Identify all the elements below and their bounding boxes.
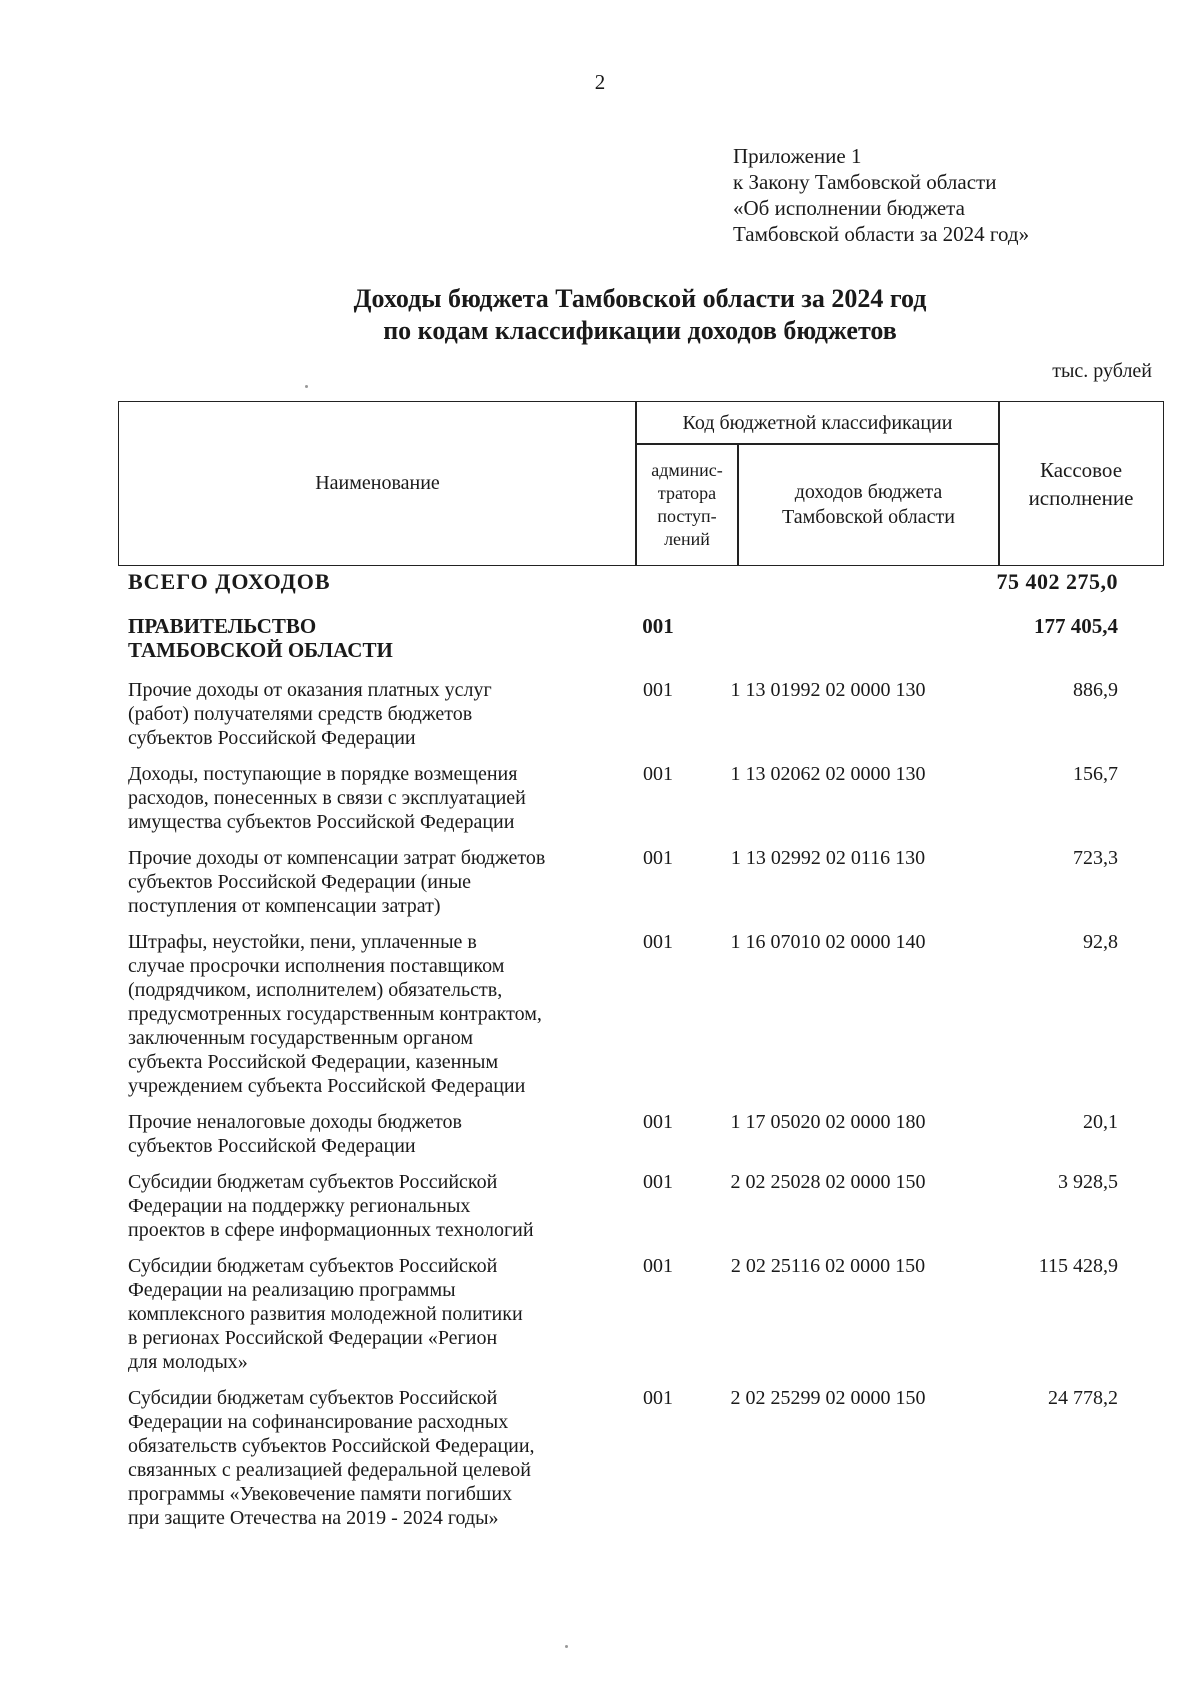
appendix-line: Тамбовской области за 2024 год» xyxy=(733,222,1030,246)
table-row xyxy=(128,1170,1152,1242)
row-name-line: учреждением субъекта Российской Федерации xyxy=(128,1075,526,1097)
page-number: 2 xyxy=(594,70,606,94)
row-name-line: Доходы, поступающие в порядке возмещения xyxy=(128,763,518,785)
row-name-line: Субсидии бюджетам субъектов Российской xyxy=(128,1387,498,1409)
header-line: поступ- xyxy=(657,505,717,526)
group-name xyxy=(128,614,608,662)
row-name-line: поступления от компенсации затрат) xyxy=(128,895,441,917)
row-revenue-code: 2 02 25116 02 0000 150 xyxy=(730,1255,926,1277)
page-title xyxy=(0,283,1200,347)
row-name xyxy=(128,678,608,750)
row-value: 886,9 xyxy=(1073,679,1118,701)
row-name-line: случае просрочки исполнения поставщиком xyxy=(128,955,505,977)
row-name-line: предусмотренных государственным контрактом, xyxy=(128,1003,542,1025)
row-value: 3 928,5 xyxy=(1058,1171,1118,1193)
total-value: 75 402 275,0 xyxy=(996,569,1118,594)
group-admin-code: 001 xyxy=(642,614,674,638)
row-revenue-code: 1 13 02992 02 0116 130 xyxy=(730,847,926,869)
row-name-line: Субсидии бюджетам субъектов Российской xyxy=(128,1255,498,1277)
row-admin-code: 001 xyxy=(643,679,673,701)
appendix-line: к Закону Тамбовской области xyxy=(733,170,997,194)
row-admin-code: 001 xyxy=(643,1171,673,1193)
row-value: 20,1 xyxy=(1083,1111,1118,1133)
row-name-line: в регионах Российской Федерации «Регион xyxy=(128,1327,498,1349)
row-name-line: субъекта Российской Федерации, казенным xyxy=(128,1051,499,1073)
header-line: тратора xyxy=(657,482,717,503)
row-name-line: Прочие доходы от оказания платных услуг xyxy=(128,679,492,701)
table-row xyxy=(128,1254,1152,1374)
header-line: Кассовое xyxy=(1039,457,1123,482)
row-value: 115 428,9 xyxy=(1038,1255,1118,1277)
row-name-line: для молодых» xyxy=(128,1351,248,1373)
row-revenue-code: 1 13 01992 02 0000 130 xyxy=(730,679,926,701)
column-header-name: Наименование xyxy=(315,472,440,494)
header-line: лений xyxy=(664,528,710,549)
column-header-code-group: Код бюджетной классификации xyxy=(682,411,953,434)
total-label: ВСЕГО ДОХОДОВ xyxy=(128,569,331,594)
column-header-admin xyxy=(637,445,737,564)
row-name-line: имущества субъектов Российской Федерации xyxy=(128,811,515,833)
appendix-line: Приложение 1 xyxy=(733,144,862,168)
row-name-line: Федерации на софинансирование расходных xyxy=(128,1411,509,1433)
row-revenue-code: 1 13 02062 02 0000 130 xyxy=(730,763,926,785)
header-line: Тамбовской области xyxy=(782,505,955,528)
row-value: 24 778,2 xyxy=(1048,1387,1118,1409)
row-name-line: проектов в сфере информационных технологий xyxy=(128,1219,534,1241)
row-name-line: при защите Отечества на 2019 - 2024 годы» xyxy=(128,1507,499,1529)
title-line: по кодам классификации доходов бюджетов xyxy=(383,316,897,345)
row-value: 723,3 xyxy=(1073,847,1118,869)
table-body xyxy=(128,570,1152,1542)
row-admin-code: 001 xyxy=(643,931,673,953)
row-name xyxy=(128,762,608,834)
row-value: 156,7 xyxy=(1073,763,1118,785)
row-revenue-code: 2 02 25299 02 0000 150 xyxy=(730,1387,926,1409)
row-name-line: (работ) получателями средств бюджетов xyxy=(128,703,473,725)
row-admin-code: 001 xyxy=(643,1111,673,1133)
row-name-line: Федерации на реализацию программы xyxy=(128,1279,456,1301)
row-name xyxy=(128,1170,608,1242)
table-row xyxy=(128,678,1152,750)
group-name-line: ТАМБОВСКОЙ ОБЛАСТИ xyxy=(128,638,393,662)
row-name-line: расходов, понесенных в связи с эксплуатацией xyxy=(128,787,526,809)
title-line: Доходы бюджета Тамбовской области за 2024 год xyxy=(353,284,927,313)
row-admin-code: 001 xyxy=(643,763,673,785)
row-value: 92,8 xyxy=(1083,931,1118,953)
appendix-note xyxy=(733,143,1029,247)
row-name-line: Субсидии бюджетам субъектов Российской xyxy=(128,1171,498,1193)
row-name-line: программы «Увековечение памяти погибших xyxy=(128,1483,513,1505)
row-revenue-code: 2 02 25028 02 0000 150 xyxy=(730,1171,926,1193)
table-row xyxy=(128,1386,1152,1530)
row-admin-code: 001 xyxy=(643,847,673,869)
group-name-line: ПРАВИТЕЛЬСТВО xyxy=(128,614,317,638)
group-row xyxy=(128,614,1152,662)
row-name-line: обязательств субъектов Российской Федерации, xyxy=(128,1435,535,1457)
appendix-line: «Об исполнении бюджета xyxy=(733,196,965,220)
row-name-line: (подрядчиком, исполнителем) обязательств, xyxy=(128,979,503,1001)
row-name-line: заключенным государственным органом xyxy=(128,1027,474,1049)
row-name-line: Прочие неналоговые доходы бюджетов xyxy=(128,1111,462,1133)
total-row xyxy=(128,570,1152,594)
column-header-execution xyxy=(1000,403,1162,564)
row-name xyxy=(128,846,608,918)
row-revenue-code: 1 17 05020 02 0000 180 xyxy=(730,1111,926,1133)
row-name xyxy=(128,1110,608,1158)
row-admin-code: 001 xyxy=(643,1387,673,1409)
row-name-line: субъектов Российской Федерации xyxy=(128,727,416,749)
group-value: 177 405,4 xyxy=(1034,614,1118,638)
row-revenue-code: 1 16 07010 02 0000 140 xyxy=(730,931,926,953)
header-line: доходов бюджета xyxy=(794,480,943,503)
table-row xyxy=(128,846,1152,918)
row-name-line: Штрафы, неустойки, пени, уплаченные в xyxy=(128,931,477,953)
table-row xyxy=(128,930,1152,1098)
row-name-line: Федерации на поддержку региональных xyxy=(128,1195,471,1217)
scan-speck xyxy=(305,385,308,388)
row-name-line: Прочие доходы от компенсации затрат бюджетов xyxy=(128,847,546,869)
scan-speck xyxy=(565,1645,568,1648)
units-label: тыс. рублей xyxy=(1052,360,1152,382)
row-name xyxy=(128,1254,608,1374)
row-name-line: субъектов Российской Федерации xyxy=(128,1135,416,1157)
row-name-line: связанных с реализацией федеральной целевой xyxy=(128,1459,532,1481)
header-line: админис- xyxy=(651,459,723,480)
row-name-line: субъектов Российской Федерации (иные xyxy=(128,871,472,893)
table-row xyxy=(128,762,1152,834)
table-row xyxy=(128,1110,1152,1158)
row-name xyxy=(128,1386,608,1530)
row-name-line: комплексного развития молодежной политики xyxy=(128,1303,523,1325)
row-admin-code: 001 xyxy=(643,1255,673,1277)
row-name xyxy=(128,930,608,1098)
header-line: исполнение xyxy=(1028,485,1134,510)
column-header-revenue-code xyxy=(739,445,998,564)
